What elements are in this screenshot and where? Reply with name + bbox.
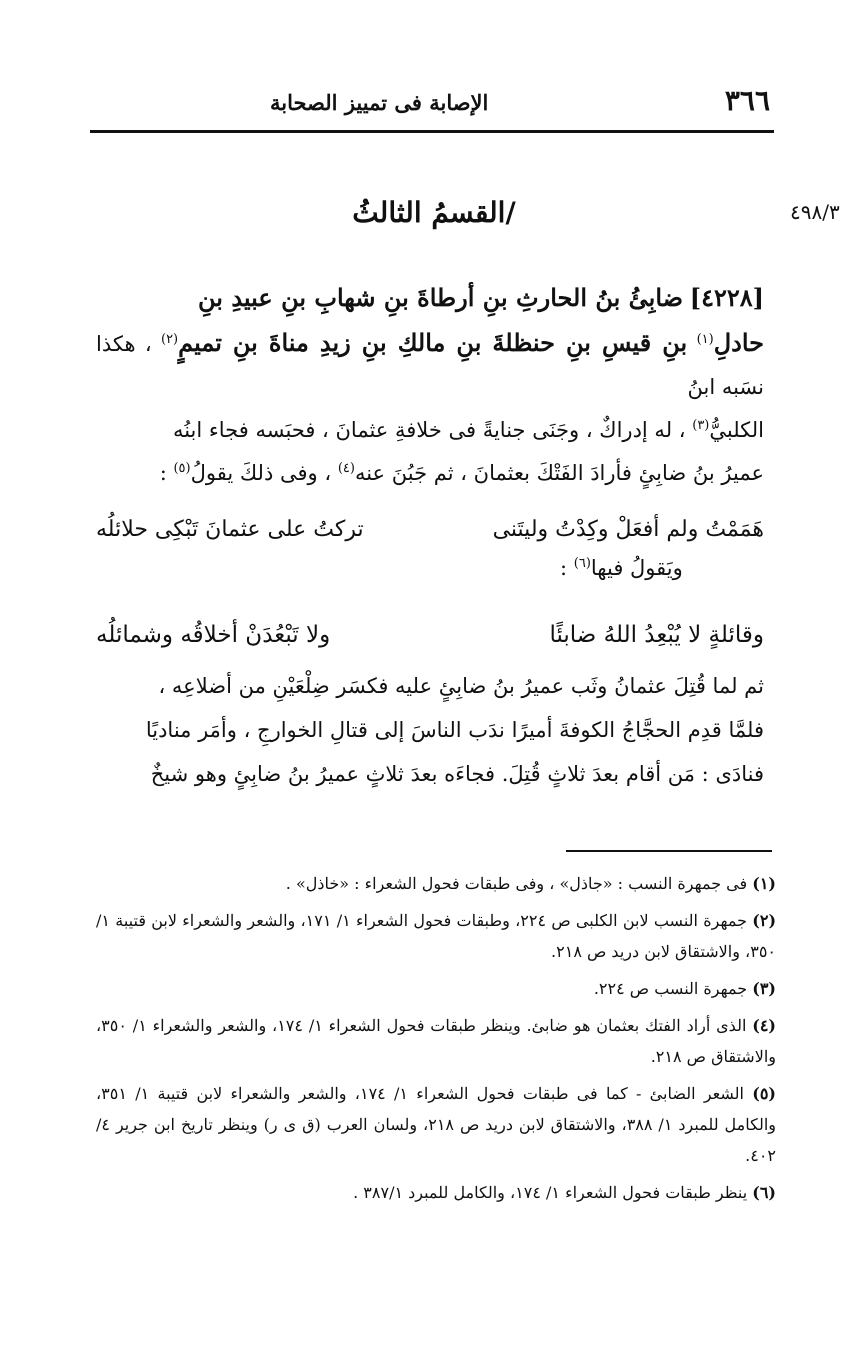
footnote	[96, 1010, 776, 1072]
footnote-text: جمهرة النسب ص ٢٢٤.	[593, 979, 748, 998]
entry-text	[96, 276, 764, 495]
footnote	[96, 973, 776, 1004]
footnote-text: الشعر الضابئ - كما فى طبقات فحول الشعراء ١/ ١٧٤، والشعر والشعراء لابن قتيبة ١/ ٣٥١، والكامل للمبرد ١/ ٣٨٨، والاشتقاق لابن دريد ص ٢١٨، ولسان العرب (ق ى ر) وينظر تاريخ ابن جرير ٤/ ٤٠٢.	[96, 1084, 776, 1165]
footnote-mark: (٢)	[160, 332, 179, 347]
verse-line	[96, 612, 764, 658]
footnote-text: الذى أراد الفتك بعثمان هو ضابئ. وينظر طبقات فحول الشعراء ١/ ١٧٤، والشعر والشعراء ١/ ٣٥٠، والاشتقاق ص ٢١٨.	[96, 1016, 776, 1066]
margin-reference: ٤٩٨/٣	[790, 200, 840, 224]
entry-text-span: ، وفى ذلكَ يقولُ	[190, 461, 332, 485]
narrative-line: فنادَى : مَن أقام بعدَ ثلاثٍ قُتِلَ. فجاءَه بعدَ ثلاثٍ عميرُ بنُ ضابِئٍ وهو شيخٌ	[150, 762, 764, 786]
section-title: /القسمُ الثالثُ	[352, 196, 516, 229]
verse-1	[96, 506, 764, 552]
footnote-number: (٦)	[752, 1183, 776, 1202]
entry-number: [٤٢٢٨]	[689, 283, 764, 312]
entry-line-4	[96, 452, 764, 495]
footnote-mark: (١)	[696, 332, 714, 347]
footnote-number: (٣)	[752, 979, 776, 998]
footnote-text: جمهرة النسب لابن الكلبى ص ٢٢٤، وطبقات فحول الشعراء ١/ ١٧١، والشعر والشعراء لابن قتيبة ١/ ٣٥٠، والاشتقاق لابن دريد ص ٢١٨.	[96, 911, 776, 961]
entry-line-3	[96, 409, 764, 452]
running-title: الإصابة فى تمييز الصحابة	[270, 90, 489, 115]
verse-intro-text: ويَقولُ فيها	[590, 556, 683, 580]
footnotes	[96, 868, 776, 1214]
verse-hemistich-2: ولا تَبْعُدَنْ أخلاقُه وشمائلُه	[96, 622, 331, 648]
entry-text-span: الكلبيُّ	[709, 418, 764, 442]
footnote-rule	[566, 850, 772, 852]
verse-intro	[560, 556, 683, 580]
footnote-mark: (٣)	[692, 418, 710, 433]
page-number: ٣٦٦	[724, 84, 770, 117]
footnote-number: (٥)	[752, 1084, 776, 1103]
footnote-number: (٢)	[752, 911, 777, 930]
entry-name-cont: حادلِ	[713, 328, 764, 357]
footnote	[96, 905, 776, 967]
entry-text-span: ، هكذا نسَبه ابنُ	[96, 332, 764, 399]
entry-text-span: ، له إدراكٌ ، وجَنَى جنايةً فى خلافةِ عثمانَ ، فحبَسه فجاء ابنُه	[172, 418, 686, 442]
narrative-line: ثم لما قُتِلَ عثمانُ وثَب عميرُ بنُ ضابِئٍ عليه فكسَر ضِلْعَيْنِ من أضلاعِه ،	[158, 674, 764, 698]
footnote-text: ينظر طبقات فحول الشعراء ١/ ١٧٤، والكامل للمبرد ٣٨٧/١ .	[353, 1183, 748, 1202]
footnote-text: فى جمهرة النسب : «جاذل» ، وفى طبقات فحول الشعراء : «خاذل» .	[285, 874, 748, 893]
footnote-mark: (٥)	[173, 461, 191, 476]
entry-line-2	[96, 321, 764, 409]
header-rule	[90, 130, 774, 133]
footnote-number: (٤)	[752, 1016, 776, 1035]
entry-line-1	[96, 276, 764, 321]
verse-intro-colon: :	[560, 556, 568, 580]
verse-hemistich-2: تركتُ على عثمانَ تَبْكِى حلائلُه	[96, 516, 364, 542]
narrative-text	[96, 664, 764, 796]
footnote-number: (١)	[752, 874, 776, 893]
footnote	[96, 868, 776, 899]
page-header	[90, 84, 770, 124]
footnote-mark: (٤)	[337, 461, 355, 476]
entry-lineage: بنِ قيسِ بنِ حنظلةَ بنِ مالكِ بنِ زيدِ مناةَ بنِ تميمٍ	[178, 328, 688, 357]
narrative-line: فلمَّا قدِم الحجَّاجُ الكوفةَ أميرًا ندَب الناسَ إلى قتالِ الخوارجِ ، وأمَر مناديًا	[145, 718, 764, 742]
entry-name: ضابِئُ بنُ الحارثِ بنِ أرطاةَ بنِ شهابِ بنِ عبيدِ بنِ	[198, 283, 684, 312]
footnote	[96, 1078, 776, 1171]
footnote	[96, 1177, 776, 1208]
footnote-mark: (٦)	[573, 556, 591, 571]
entry-text-span: عميرُ بنُ ضابِئٍ فأرادَ الفَتْكَ بعثمانَ ، ثم جَبُنَ عنه	[354, 461, 764, 485]
entry-text-span: :	[159, 461, 167, 485]
verse-hemistich-1: هَمَمْتُ ولم أفعَلْ وكِدْتُ وليتَنى	[492, 516, 764, 542]
verse-2	[96, 612, 764, 658]
verse-line	[96, 506, 764, 552]
verse-hemistich-1: وقائلةٍ لا يُبْعِدُ اللهُ ضابئًا	[549, 622, 764, 648]
